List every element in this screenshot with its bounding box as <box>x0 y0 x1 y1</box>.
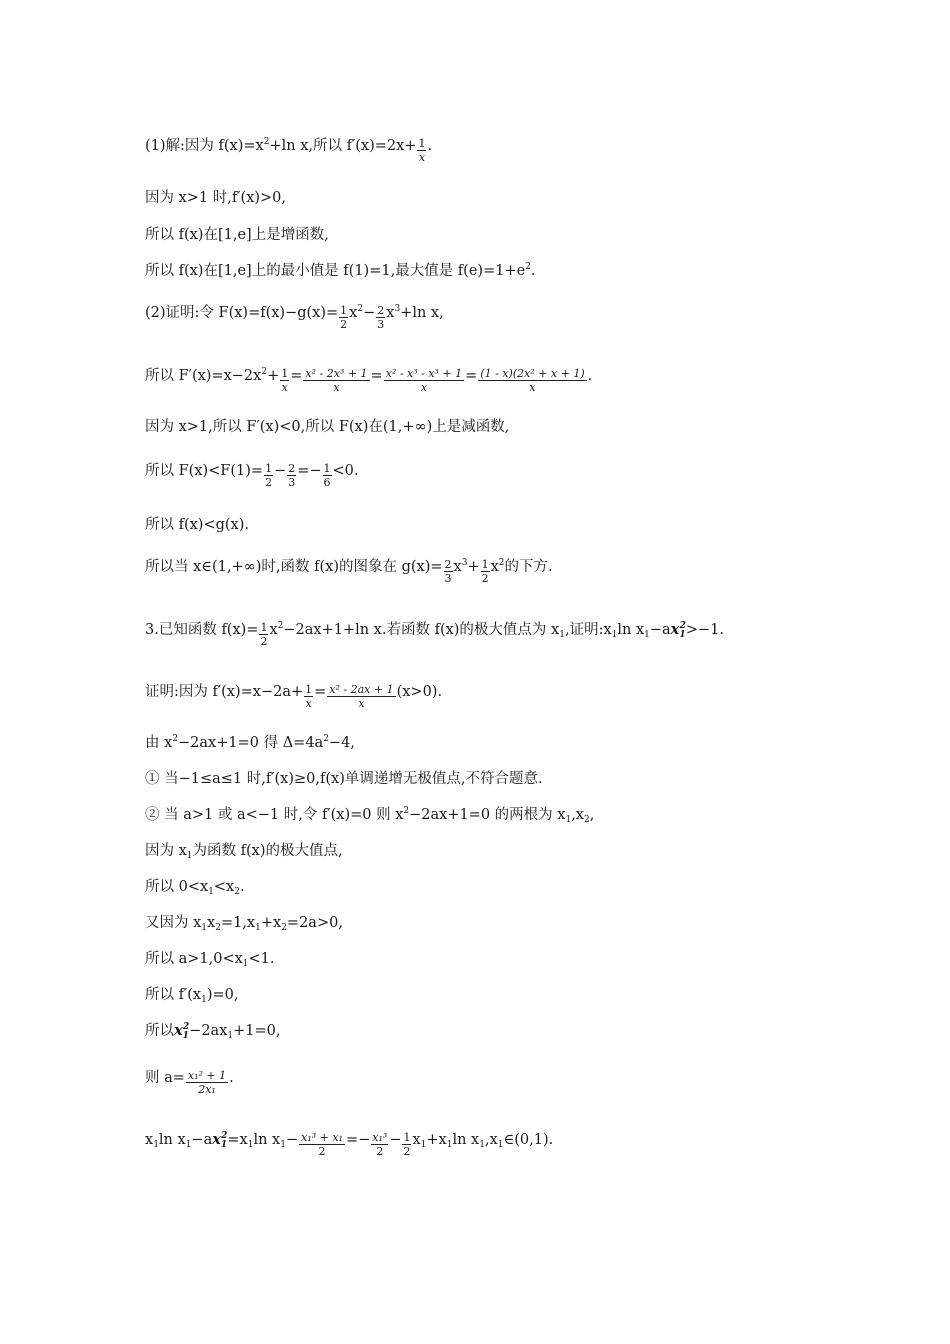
numerator: 1 <box>418 137 426 150</box>
denominator: 2 <box>265 476 273 489</box>
text: 因为 x <box>145 843 187 859</box>
fraction <box>481 558 490 586</box>
superscript: 3 <box>461 558 468 568</box>
subscript: 2 <box>215 923 221 933</box>
fraction <box>186 1069 228 1097</box>
derivative-zero-line <box>145 985 239 1005</box>
text: 所以 f(x)在[1,e]上的最小值是 f(1)=1,最大值是 f(e)=1+e <box>145 263 526 279</box>
text: . <box>587 368 593 384</box>
denominator: x <box>281 381 288 394</box>
text: 所以 F′(x)=x−2x <box>145 368 262 384</box>
text: − <box>274 463 287 479</box>
text: 所以 F(x)<F(1)= <box>145 463 264 479</box>
superscript: 2 <box>357 304 364 314</box>
text: x <box>453 559 462 575</box>
case-2-line <box>145 805 594 825</box>
fraction <box>303 367 369 395</box>
fraction <box>259 621 268 649</box>
text: −4, <box>328 735 355 751</box>
subscript: 1 <box>185 1140 192 1150</box>
numerator: 2 <box>444 558 452 571</box>
fraction <box>327 683 395 711</box>
subscript: 2 <box>583 815 590 825</box>
text: =− <box>345 1132 371 1148</box>
text: =2a>0, <box>286 915 343 931</box>
fraction <box>444 558 453 586</box>
superscript: 2 <box>261 367 268 377</box>
text: −2ax+1=0 的两根为 x <box>409 807 566 823</box>
text: = <box>290 368 303 384</box>
superscript: 2 <box>263 137 270 147</box>
numerator: x² - x³ - x³ + 1 <box>385 367 463 380</box>
fraction <box>287 462 296 490</box>
text: x <box>412 1132 421 1148</box>
subscript: 1 <box>497 1140 504 1150</box>
text: x <box>212 1131 221 1148</box>
problem-3-line <box>145 616 724 648</box>
text: ,x <box>571 807 584 823</box>
numerator: 2 <box>288 462 296 475</box>
proof-part2-line <box>145 299 444 331</box>
subscript: 1 <box>420 1140 427 1150</box>
denominator: 2 <box>376 1145 384 1158</box>
graph-below-line <box>145 553 553 585</box>
text: =1,x <box>220 915 256 931</box>
text: <1. <box>248 951 275 967</box>
subscript: 1 <box>220 1140 228 1150</box>
subscript: 1 <box>611 630 618 640</box>
denominator: 2 <box>340 318 348 331</box>
subscript: 1 <box>182 1031 189 1041</box>
text: ln x <box>452 1132 480 1148</box>
text: ② 当 a>1 或 a<−1 时,令 f′(x)=0 则 x <box>145 807 404 823</box>
proof-derivative-line <box>145 678 443 710</box>
solution-part1-line <box>145 132 433 164</box>
text: − <box>285 1132 299 1148</box>
quadratic-line <box>145 1021 280 1041</box>
text: +1=0, <box>233 1023 281 1039</box>
text: 证明:因为 f′(x)=x−2a+ <box>145 684 304 700</box>
a-expression-line <box>145 1064 234 1096</box>
math-x1-squared <box>174 1022 189 1039</box>
text: 3.已知函数 f(x)= <box>145 622 259 638</box>
text: +ln x, <box>400 305 444 321</box>
denominator: 3 <box>444 572 452 585</box>
denominator: 2 <box>403 1145 411 1158</box>
range-line <box>145 949 275 969</box>
text: ln x <box>158 1132 186 1148</box>
subscript: 1 <box>201 995 207 1005</box>
subscript: 1 <box>644 630 650 640</box>
numerator: 1 <box>323 462 331 475</box>
text: =x <box>227 1132 248 1148</box>
subscript: 1 <box>227 1031 234 1041</box>
text: . <box>530 263 536 279</box>
numerator: 1 <box>481 558 489 571</box>
text: , <box>589 807 595 823</box>
numerator: x₁³ <box>372 1131 388 1144</box>
subscript: 1 <box>446 1140 453 1150</box>
text: 所以 a>1,0<x <box>145 951 243 967</box>
denominator: 3 <box>377 318 385 331</box>
superscript: 3 <box>394 304 401 314</box>
numerator: 1 <box>265 462 273 475</box>
text: =− <box>297 463 322 479</box>
fraction <box>384 367 464 395</box>
superscript: 2 <box>525 262 531 272</box>
subscript: 1 <box>255 923 261 933</box>
text: +x <box>260 915 282 931</box>
text: 所以 <box>145 1023 174 1039</box>
order-line <box>145 877 245 897</box>
denominator: x <box>420 381 428 394</box>
fraction <box>478 367 586 395</box>
text: . <box>427 138 433 154</box>
numerator: 1 <box>340 304 348 317</box>
text: )=0, <box>206 987 239 1003</box>
text: . <box>239 879 245 895</box>
subscript: 2 <box>281 923 287 933</box>
text: >−1. <box>685 622 724 638</box>
text: x <box>207 915 216 931</box>
text: (x>0). <box>396 684 443 700</box>
text: <0. <box>332 463 359 479</box>
text: x <box>269 622 278 638</box>
fraction <box>323 462 332 490</box>
text: − <box>389 1132 402 1148</box>
text: 所以当 x∈(1,+∞)时,函数 f(x)的图象在 g(x)= <box>145 559 443 575</box>
math-x1-squared <box>671 621 686 638</box>
text: + <box>467 559 480 575</box>
text: −2ax <box>189 1023 228 1039</box>
discriminant-line <box>145 733 355 753</box>
denominator: 2x₁ <box>198 1083 216 1096</box>
superscript: 2 <box>221 1131 228 1141</box>
subscript: 2 <box>234 887 240 897</box>
denominator: x <box>418 151 426 164</box>
superscript: 2 <box>277 621 284 631</box>
final-expression-line <box>145 1126 554 1158</box>
derivative-F-line <box>145 362 593 394</box>
numerator: 1 <box>260 621 268 634</box>
numerator: x₁³ + x₁ <box>301 1131 343 1144</box>
superscript: 2 <box>323 734 329 744</box>
subscript: 1 <box>153 1140 159 1150</box>
subscript: 1 <box>280 1140 286 1150</box>
subscript: 1 <box>559 630 565 640</box>
superscript: 2 <box>498 558 505 568</box>
vieta-line <box>145 913 343 933</box>
fraction <box>371 1131 388 1159</box>
subscript: 1 <box>565 815 572 825</box>
increasing-line: 所以 f(x)在[1,e]上是增函数, <box>145 227 329 243</box>
text: − <box>363 305 376 321</box>
denominator: 2 <box>481 572 489 585</box>
text: −a <box>191 1132 213 1148</box>
text: 的下方. <box>504 559 553 575</box>
text: +x <box>426 1132 447 1148</box>
text: −a <box>649 622 671 638</box>
text: x <box>145 1132 154 1148</box>
subscript: 1 <box>208 887 214 897</box>
denominator: 6 <box>323 476 331 489</box>
decreasing-line: 因为 x>1,所以 F′(x)<0,所以 F(x)在(1,+∞)上是减函数, <box>145 419 510 435</box>
text: x <box>490 559 499 575</box>
subscript: 1 <box>679 630 686 640</box>
numerator: 1 <box>281 367 289 380</box>
numerator: x₁² + 1 <box>187 1069 227 1082</box>
case-1-line: ① 当−1≤a≤1 时,f′(x)≥0,f(x)单调递增无极值点,不符合题意. <box>145 771 543 787</box>
fraction <box>339 304 348 332</box>
superscript: 2 <box>679 621 686 631</box>
text: 则 a= <box>145 1070 185 1086</box>
numerator: (1 - x)(2x² + x + 1) <box>480 367 585 380</box>
fraction <box>264 462 273 490</box>
denominator: 2 <box>260 635 268 648</box>
text: (2)证明:令 F(x)=f(x)−g(x)= <box>145 305 339 321</box>
denominator: x <box>529 381 536 394</box>
text: ln x <box>617 622 645 638</box>
text: 又因为 x <box>145 915 202 931</box>
fraction <box>299 1131 345 1159</box>
numerator: 1 <box>403 1131 411 1144</box>
min-max-line <box>145 261 536 281</box>
denominator: x <box>333 381 340 394</box>
superscript: 2 <box>182 1022 190 1032</box>
text: = <box>370 368 383 384</box>
denominator: 2 <box>318 1145 326 1158</box>
superscript: 2 <box>403 806 410 816</box>
text: x <box>670 621 680 638</box>
fraction <box>417 137 426 165</box>
numerator: x² - 2ax + 1 <box>329 683 394 696</box>
fraction <box>376 304 385 332</box>
text: = <box>465 368 478 384</box>
text: ∈(0,1). <box>503 1132 554 1148</box>
text: 为函数 f(x)的极大值点, <box>192 843 343 859</box>
text: −2ax+1=0 得 Δ=4a <box>178 735 324 751</box>
text: 所以 0<x <box>145 879 209 895</box>
numerator: 2 <box>377 304 385 317</box>
text: ,x <box>484 1132 498 1148</box>
subscript: 1 <box>247 1140 254 1150</box>
numerator: x² - 2x³ + 1 <box>305 367 368 380</box>
text: 由 x <box>145 735 173 751</box>
text: ,证明:x <box>564 622 612 638</box>
text: 所以 f′(x <box>145 987 202 1003</box>
text: x <box>349 305 358 321</box>
subscript: 1 <box>201 923 208 933</box>
denominator: x <box>305 697 312 710</box>
text: −2ax+1+ln x.若函数 f(x)的极大值点为 x <box>283 622 560 638</box>
max-point-line <box>145 841 343 861</box>
text: . <box>229 1070 234 1086</box>
text: +ln x,所以 f′(x)=2x+ <box>269 138 417 154</box>
F-less-than-zero-line <box>145 457 359 489</box>
text: x <box>386 305 395 321</box>
text: + <box>267 368 280 384</box>
fraction <box>280 367 289 395</box>
superscript: 2 <box>172 734 179 744</box>
numerator: 1 <box>305 683 313 696</box>
subscript: 1 <box>479 1140 485 1150</box>
subscript: 1 <box>242 959 249 969</box>
subscript: 1 <box>186 851 193 861</box>
math-x1-squared <box>212 1131 227 1148</box>
f-less-g-line: 所以 f(x)<g(x). <box>145 517 249 533</box>
text: x <box>174 1022 183 1039</box>
text: (1)解:因为 f(x)=x <box>145 138 264 154</box>
text: ln x <box>253 1132 281 1148</box>
fraction <box>304 683 313 711</box>
derivative-sign-line: 因为 x>1 时,f′(x)>0, <box>145 190 287 206</box>
denominator: x <box>358 697 365 710</box>
text: <x <box>213 879 235 895</box>
denominator: 3 <box>288 476 296 489</box>
text: = <box>314 684 327 700</box>
fraction <box>402 1131 411 1159</box>
